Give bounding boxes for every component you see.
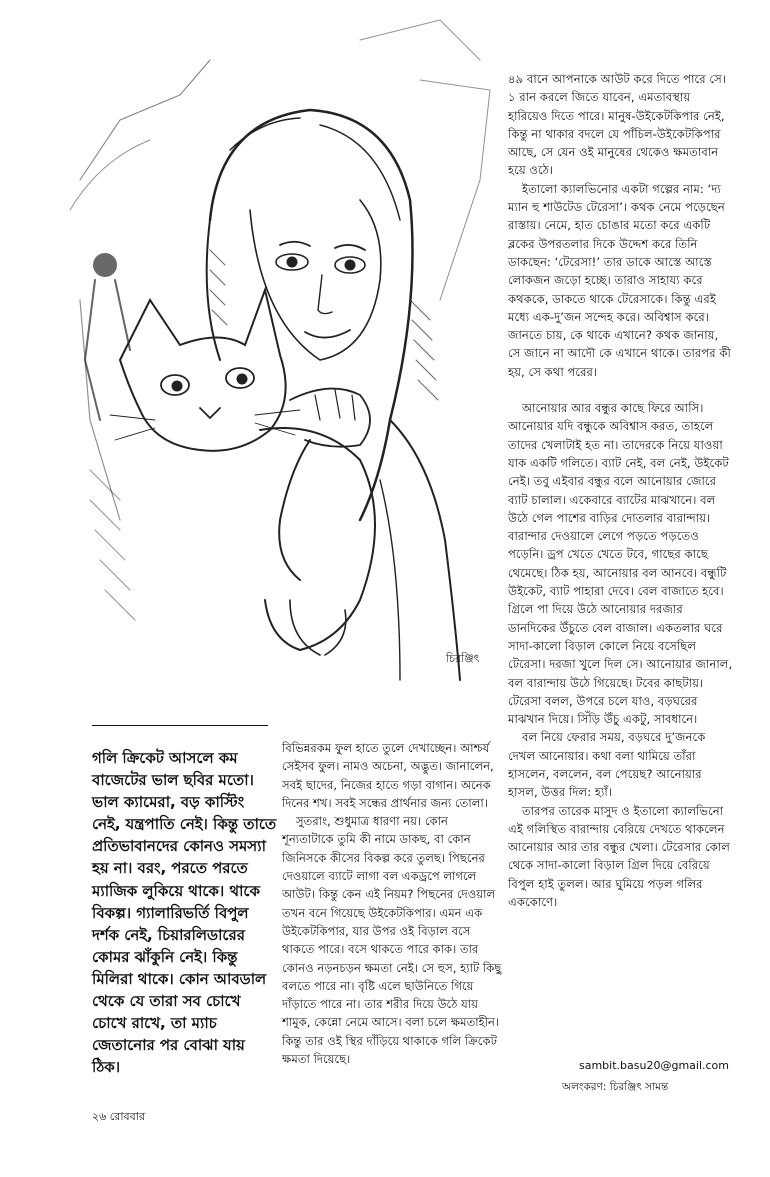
- paragraph: বিভিন্নরকম ফুল হাতে তুলে দেখাচ্ছেন। আশ্চর্য সেইসব ফুল। নামও অচেনা, অদ্ভুত। জানালেন, সবই ছাদের, নিজের হাতে গড়া বাগান। অনেক দিনের শখ। সবই সন্ধের প্রার্থনার জন্য তোলা।: [282, 741, 494, 810]
- illustration-signature: চিরঞ্জিৎ: [446, 652, 480, 665]
- paragraph: ৪৯ বানে আপনাকে আউট করে দিতে পারে সে। ১ রান করলে জিতে যাবেন, এমতাবস্থায় হারিয়েও দিতে পারে। মানুষ-উইকেটকিপার নেই, কিন্তু না থাকার বদলে যে পাঁচিল-উইকেটকিপার আছে, সে যেন ওই মানুষের থেকেও ক্ষমতাবান হয়ে ওঠে।: [508, 72, 726, 178]
- article-column-middle: [282, 739, 502, 1068]
- pull-quote: [92, 747, 277, 1078]
- pull-quote-rule: [92, 725, 268, 726]
- paragraph: তারপর তারেক মাসুদ ও ইতালো ক্যালভিনো এই গলিস্থিত বারান্দায় বেরিয়ে দেখতে থাকলেন আনোয়ার আর তার বন্ধুর খেলা। টেরেসার কোল থেকে সাদা-কালো বিড়াল গ্রিল দিয়ে বেরিয়ে বিপুল হাই তুলল। আর ঘুমিয়ে পড়ল গলির এককোণে।: [508, 803, 731, 910]
- paragraph: ইতালো ক্যালভিনোর একটা গল্পের নাম: ‘দ্য ম্যান হু শাউটেড টেরেসা’। কথক নেমে পড়েছেন রাস্তায়। নেমে, হাত চোঙার মতো করে একটি ব্লকের উপরতলার দিকে উদ্দেশ করে তিনি ডাকছেন: ‘টেরেসা!’ তার ডাকে আস্তে আস্তে লোকজন জড়ো হচ্ছে। তারাও সাহায্য করে কথককে, ডাকতে থাকে টেরেসাকে। কিন্তু এরই মধ্যে এক-দু’জন সন্দেহ করে। অবিশ্বাস করে। জানতে চায়, কে থাকে এখানে? কথক জানায়, সে জানে না আদৌ কে এখানে থাকে। তারপর কী হয়, সে কথা পরের।: [508, 181, 731, 379]
- illustration-girl-with-cat: [60, 0, 500, 700]
- paragraph: সুতরাং, শুধুমাত্র ধারণা নয়। কোন শূন্যতাটাকে তুমি কী নামে ডাকছ, বা কোন জিনিসকে কীসের বিকল্প করে তুলছ। পিছনের দেওয়ালে ব্যাটে লাগা বল একড্রপে লাগলে আউট। কিন্তু কেন এই নিয়ম? পিছনের দেওয়াল তখন বনে গিয়েছে উইকেটকিপার। এমন এক উইকেটকিপার, যার উপর ওই বিড়াল বসে থাকতে পারে। বসে থাকতে পারে কাক। তার কোনও নড়নচড়ন ক্ষমতা নেই। সে হুস, হ্যাট কিছু বলতে পারে না। বৃষ্টি এলে ছাউনিতে গিয়ে দাঁড়াতে পারে না। তার শরীর দিয়ে উঠে যায় শামুক, কেন্নো নেমে আসে। বলা চলে ক্ষমতাহীন। কিন্তু তার ওই স্থির দাঁড়িয়ে থাকাকে গলি ক্রিকেট ক্ষমতা দিয়েছে।: [282, 814, 502, 1067]
- paragraph: বল নিয়ে ফেরার সময়, বড়ঘরে দু’জনকে দেখল আনোয়ার। কথা বলা থামিয়ে তাঁরা হাসলেন, বললেন, বল পেয়েছ? আনোয়ার হাসল, উত্তর দিল: হ্যাঁ।: [508, 730, 706, 800]
- paragraph: আনোয়ার আর বন্ধুর কাছে ফিরে আসি। আনোয়ার যদি বন্ধুকে অবিশ্বাস করত, তাহলে তাদের খেলাটাই হত না। তাদেরকে নিয়ে যাওয়া যাক একটি গলিতে। ব্যাট নেই, বল নেই, উইকেট নেই। তবু এইবার বন্ধুর বলে আনোয়ার জোরে ব্যাট চালাল। একেবারে ব্যাটের মাঝখানে। বল উঠে গেল পাশের বাড়ির দোতলার বারান্দায়। বারান্দার দেওয়ালে লেগে পড়তে পড়তেও পড়েনি। ড্রপ খেতে খেতে টবে, গাছের কাছে থেমেছে। ঠিক হয়, আনোয়ার বল আনবে। বন্ধুটি উইকেট, ব্যাট পাহারা দেবে। বেল বাজাতে হবে। গ্রিলে পা দিয়ে উঠে আনোয়ার দরজার ডানদিকের উঁচুতে বেল বাজাল। একতলার ঘরে সাদা-কালো বিড়াল কোলে নিয়ে বসেছিল টেরেসা। দরজা খুলে দিল সে। আনোয়ার জানাল, বল বারান্দায় উঠে গিয়েছে। টবের কাছটায়। টেরেসা বলল, উপরে চলে যাও, বড়ঘরের মাঝখান দিয়ে। সিঁড়ি উঁচু একটু, সাবধানে।: [508, 401, 733, 727]
- pull-quote-text: গলি ক্রিকেট আসলে কম বাজেটের ভাল ছবির মতো। ভাল ক্যামেরা, বড় কাস্টিং নেই, যন্ত্রপাতি নেই। কিন্তু তাতে প্রতিভাবানদের কোনও সমস্যা হয় না। বরং, পরতে পরতে ম্যাজিক লুকিয়ে থাকে। থাকে বিকল্প। গ্যালারিভর্তি বিপুল দর্শক নেই, চিয়ারলিডারের কোমর ঝাঁকুনি নেই। কিন্তু মিলিরা থাকে। কোন আবডাল থেকে যে তারা সব চোখে চোখে রাখে, তা ম্যাচ জেতানোর পর বোঝা যায় ঠিক।: [92, 749, 277, 1077]
- article-column-right: [508, 70, 733, 911]
- illustration-credit: অলংকরণ: চিরঞ্জিৎ সামন্ত: [562, 1081, 669, 1093]
- page-folio: ২৬ রোববার: [92, 1110, 145, 1123]
- author-email: sambit.basu20@gmail.com: [579, 1059, 729, 1072]
